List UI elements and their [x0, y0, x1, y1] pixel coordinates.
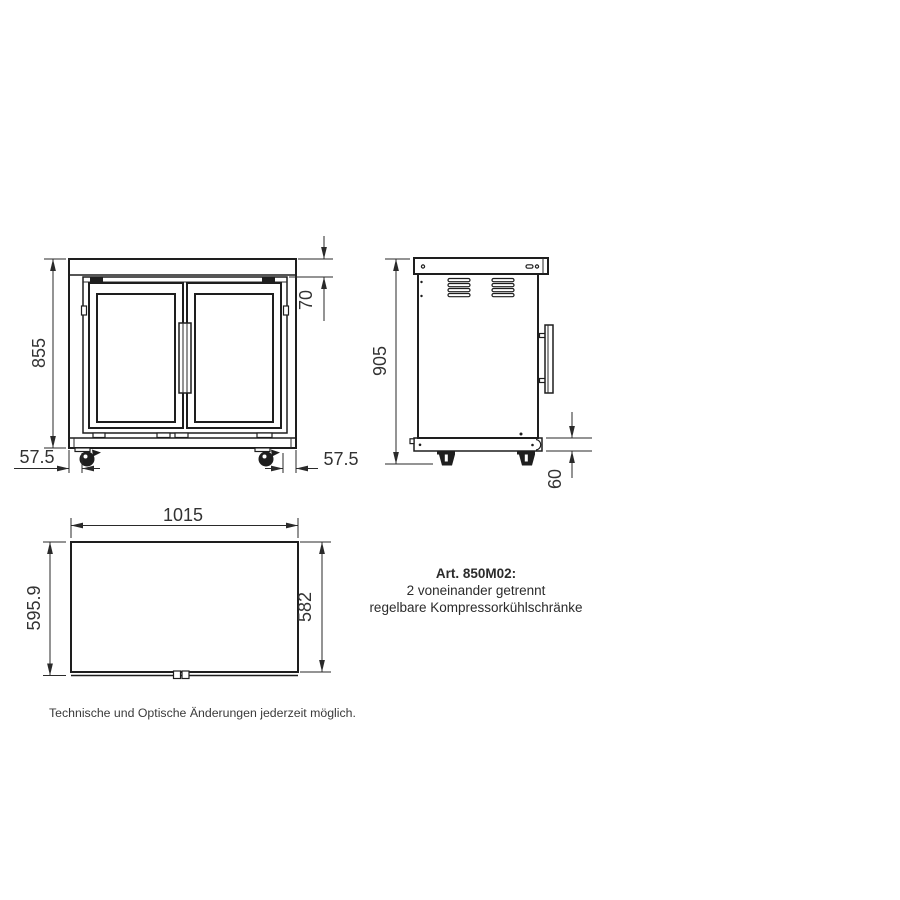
front-view: [14, 236, 359, 473]
side-caster-front: [437, 451, 455, 466]
article-annotation: [369, 566, 582, 615]
left-door-glass: [97, 294, 175, 422]
plinth: [414, 438, 542, 451]
top-body-outline: [71, 542, 298, 672]
top-handle-right: [182, 671, 189, 679]
vent-slat: [448, 289, 470, 292]
dim-label-front-top-offset: 70: [296, 289, 316, 311]
dim-label-caster-inset-right: 57.5: [323, 449, 359, 469]
left-door: [89, 283, 183, 428]
vent-slat: [492, 289, 514, 292]
front-caster-left: [75, 448, 101, 467]
side-caster-rear: [517, 451, 535, 466]
caster-plate: [437, 451, 455, 455]
hinge-mid-right: [284, 306, 289, 315]
vent-slots: [448, 279, 514, 297]
vent-slat: [492, 294, 514, 297]
side-dimensions: [370, 259, 592, 489]
handle-bar: [545, 325, 553, 393]
article-number: Art. 850M02:: [435, 566, 517, 581]
vent-slat: [492, 279, 514, 282]
side-body: [418, 274, 538, 438]
top-view: [24, 505, 331, 679]
hinge-top-right: [262, 278, 275, 283]
vent-slat: [448, 284, 470, 287]
hinge-mid-left: [82, 306, 87, 315]
side-view: [370, 258, 592, 489]
article-description-line1: 2 voneinander getrennt: [406, 583, 546, 598]
right-door-glass: [195, 294, 273, 422]
vent-slat: [448, 294, 470, 297]
dim-label-top-width: 1015: [162, 505, 204, 525]
vent-slat: [492, 284, 514, 287]
door-handles: [179, 323, 191, 393]
dim-label-side-base-height: 60: [545, 468, 565, 490]
vent-slat: [448, 279, 470, 282]
dim-label-side-height: 905: [370, 345, 390, 377]
footnote: Technische und Optische Änderungen jederzeit möglich.: [49, 706, 356, 720]
hinge-top-left: [90, 278, 103, 283]
side-door-handle: [540, 325, 554, 393]
caster-lever: [92, 450, 101, 457]
dim-label-top-depth-outer: 595.9: [24, 585, 44, 631]
article-description-line2: regelbare Kompressorkühlschränke: [369, 600, 583, 615]
screw: [535, 265, 538, 268]
dim-label-front-height: 855: [29, 337, 49, 369]
top-handle-left: [174, 671, 181, 679]
screw-slot: [526, 265, 533, 268]
caster-wheel: [259, 452, 274, 467]
dim-label-top-depth-inner: 582: [295, 591, 315, 623]
caster-plate: [517, 451, 535, 455]
caster-lever: [271, 450, 280, 457]
caster-plate: [75, 448, 90, 452]
dim-label-caster-inset-left: 57.5: [19, 447, 55, 467]
caster-plate: [255, 448, 270, 452]
front-caster-right: [255, 448, 280, 467]
screw: [421, 265, 424, 268]
right-door: [187, 283, 281, 428]
side-plinth: [410, 433, 542, 452]
handle-bar: [179, 323, 191, 393]
